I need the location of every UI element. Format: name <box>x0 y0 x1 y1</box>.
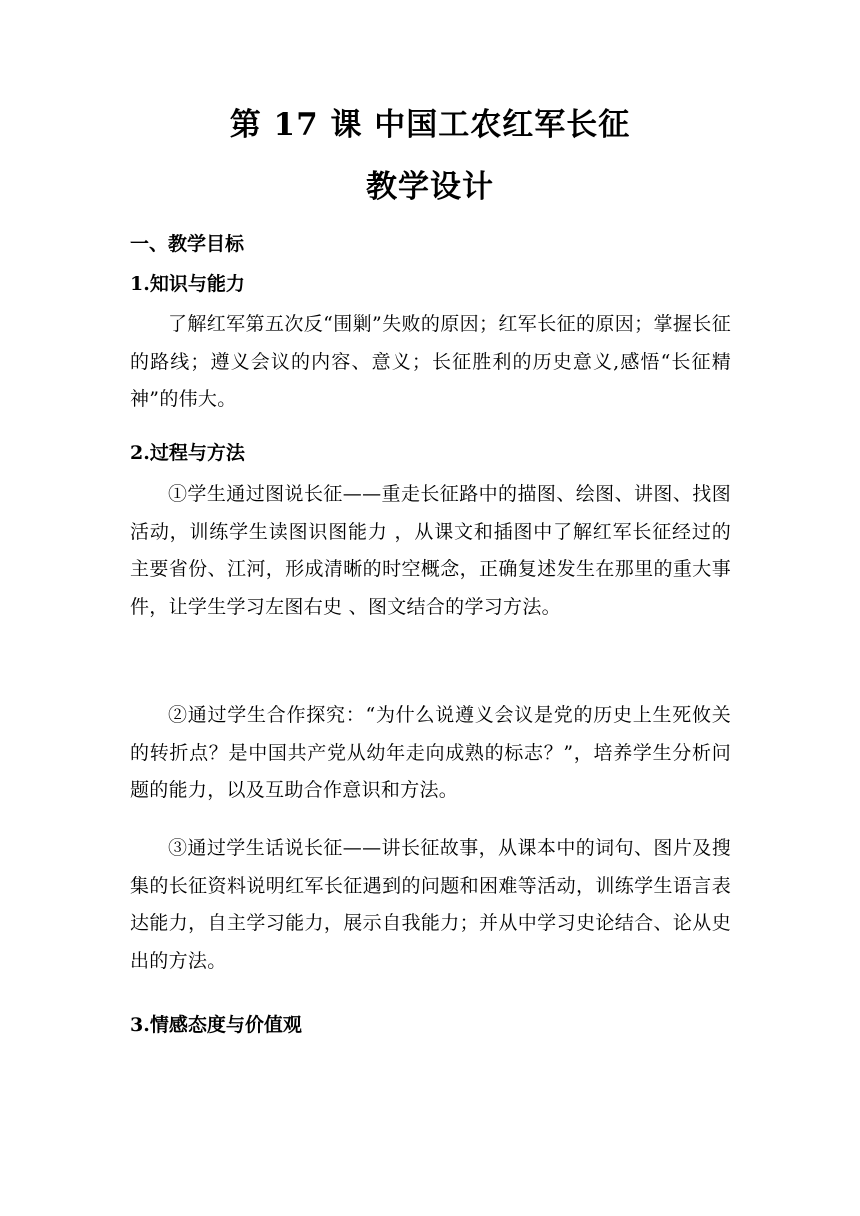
subsection-heading-values: 3.情感态度与价值观 <box>130 1014 302 1036</box>
paragraph-process-3: ③通过学生话说长征——讲长征故事，从课本中的词句、图片及搜集的长征资料说明红军长征遇到的问题和困难等活动，训练学生语言表达能力，自主学习能力，展示自我能力；并从中学习史论结合、论从史出的方法。 <box>130 837 731 972</box>
paragraph-process-1: ①学生通过图说长征——重走长征路中的描图、绘图、讲图、找图活动，训练学生读图识图能力 ，从课文和插图中了解红军长征经过的主要省份、江河，形成清晰的时空概念，正确复述发生在那里的重大事件，让学生学习左图右史 、图文结合的学习方法。 <box>130 483 731 618</box>
section-heading: 一、教学目标 <box>130 233 245 255</box>
subsection-heading-process: 2.过程与方法 <box>130 442 245 464</box>
subsection-heading-knowledge: 1.知识与能力 <box>130 273 245 295</box>
page-title: 第 17 课 中国工农红军长征 <box>229 107 631 143</box>
paragraph-knowledge: 了解红军第五次反“围剿”失败的原因；红军长征的原因；掌握长征的路线；遵义会议的内容、意义；长征胜利的历史意义,感悟“长征精神”的伟大。 <box>130 313 731 410</box>
page-subtitle: 教学设计 <box>366 169 494 205</box>
paragraph-process-2: ②通过学生合作探究：“为什么说遵义会议是党的历史上生死攸关的转折点？是中国共产党从幼年走向成熟的标志？”，培养学生分析问题的能力，以及互助合作意识和方法。 <box>130 704 731 801</box>
